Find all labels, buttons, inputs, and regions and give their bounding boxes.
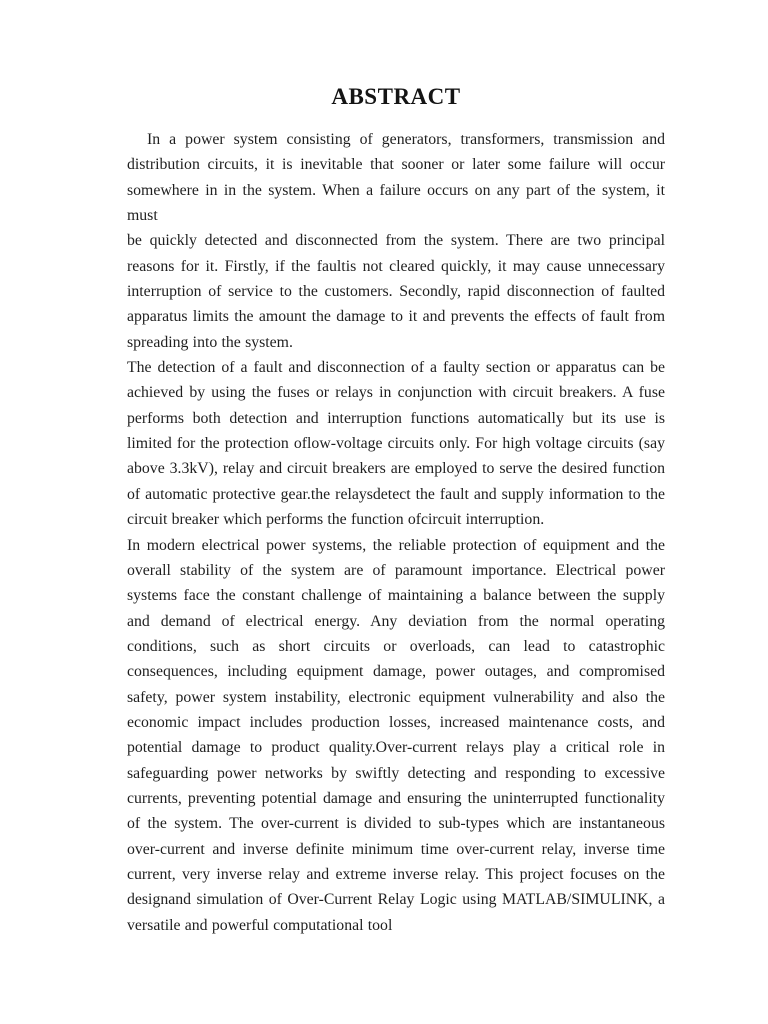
- text-line: potential damage to product quality.Over-current relays play a critical role in: [127, 739, 665, 757]
- text-line: safety, power system instability, electronic equipment vulnerability and also the: [127, 688, 665, 706]
- text-line: circuit breaker which performs the function ofcircuit interruption.: [127, 511, 545, 529]
- text-line: overall stability of the system are of paramount importance. Electrical power: [127, 561, 665, 579]
- text-line: In modern electrical power systems, the reliable protection of equipment and the: [127, 536, 665, 554]
- text-line: systems face the constant challenge of maintaining a balance between the supply: [127, 587, 665, 605]
- text-line: of automatic protective gear.the relaysdetect the fault and supply information to the: [127, 485, 665, 503]
- text-line: In a power system consisting of generators, transformers, transmission and: [147, 131, 665, 148]
- text-line: somewhere in in the system. When a failure occurs on any part of the system, it must: [127, 181, 665, 225]
- text-line: spreading into the system.: [127, 333, 293, 351]
- paragraph: [127, 355, 665, 532]
- text-line: over-current and inverse definite minimum time over-current relay, inverse time: [127, 840, 665, 858]
- paragraph: [127, 533, 665, 939]
- text-line: and demand of electrical energy. Any deviation from the normal operating: [127, 612, 665, 630]
- abstract-body: [127, 127, 665, 938]
- text-line: currents, preventing potential damage and ensuring the uninterrupted functionality: [127, 789, 665, 807]
- text-line: limited for the protection oflow-voltage circuits only. For high voltage circuits (say: [127, 435, 665, 453]
- text-line: be quickly detected and disconnected from the system. There are two principal: [127, 232, 665, 250]
- text-line: apparatus limits the amount the damage to it and prevents the effects of fault from: [127, 308, 665, 326]
- text-line: consequences, including equipment damage, power outages, and compromised: [127, 663, 665, 681]
- paragraph: [127, 127, 665, 355]
- page-title: ABSTRACT: [331, 84, 461, 109]
- text-line: of the system. The over-current is divided to sub-types which are instantaneous: [127, 815, 665, 833]
- text-line: conditions, such as short circuits or overloads, can lead to catastrophic: [127, 637, 665, 655]
- text-line: versatile and powerful computational tool: [127, 916, 393, 934]
- text-line: designand simulation of Over-Current Relay Logic using MATLAB/SIMULINK, a: [127, 891, 665, 909]
- text-line: achieved by using the fuses or relays in conjunction with circuit breakers. A fuse: [127, 384, 665, 402]
- text-line: above 3.3kV), relay and circuit breakers are employed to serve the desired function: [127, 460, 665, 478]
- text-line: distribution circuits, it is inevitable that sooner or later some failure will occur: [127, 156, 665, 174]
- text-line: safeguarding power networks by swiftly detecting and responding to excessive: [127, 764, 665, 782]
- text-line: interruption of service to the customers. Secondly, rapid disconnection of faulted: [127, 283, 665, 301]
- text-line: The detection of a fault and disconnection of a faulty section or apparatus can be: [127, 359, 665, 377]
- text-line: reasons for it. Firstly, if the faultis not cleared quickly, it may cause unnecessary: [127, 257, 665, 275]
- text-line: performs both detection and interruption functions automatically but its use is: [127, 409, 665, 427]
- text-line: current, very inverse relay and extreme inverse relay. This project focuses on the: [127, 865, 665, 883]
- text-line: economic impact includes production losses, increased maintenance costs, and: [127, 713, 665, 731]
